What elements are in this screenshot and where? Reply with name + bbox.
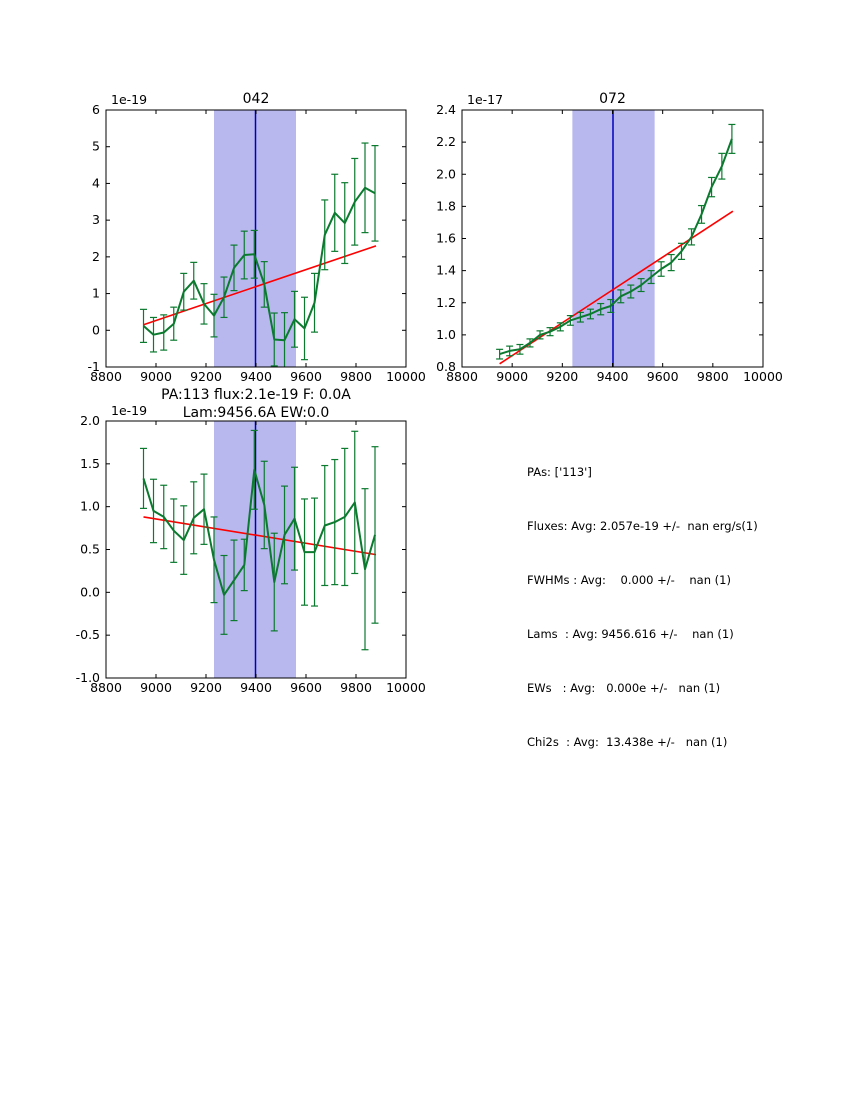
- x-tick-label: 8800: [90, 369, 122, 384]
- x-tick-label: 9200: [190, 369, 222, 384]
- y-tick-label: 1.0: [436, 326, 456, 342]
- y-tick-label: 0: [92, 322, 100, 338]
- x-tick-label: 9000: [140, 680, 172, 695]
- y-tick-label: 1.8: [436, 198, 456, 214]
- x-tick-label: 10000: [386, 680, 426, 695]
- y-tick-label: -1.0: [75, 670, 100, 685]
- plot-0: [88, 91, 426, 384]
- x-tick-label: 8800: [446, 369, 478, 384]
- x-tick-label: 9600: [290, 369, 322, 384]
- x-tick-label: 9600: [646, 369, 679, 384]
- x-tick-label: 9800: [696, 369, 729, 384]
- y-tick-label: 1.6: [436, 230, 456, 246]
- y-tick-label: 2: [92, 248, 100, 264]
- y-tick-label: 2.0: [436, 166, 456, 182]
- y-tick-label: 2.4: [436, 102, 456, 117]
- y-tick-label: 5: [92, 138, 100, 154]
- plot-title: Lam:9456.6A EW:0.0: [182, 405, 330, 421]
- x-tick-label: 9000: [140, 369, 172, 384]
- x-tick-label: 8800: [90, 680, 122, 695]
- plot-title: 042: [242, 91, 270, 107]
- y-tick-label: -0.5: [75, 627, 100, 643]
- y-tick-label: 0.5: [80, 541, 100, 557]
- plot-1: [436, 91, 783, 384]
- stats-panel: [527, 431, 758, 783]
- y-tick-label: 1: [92, 285, 100, 301]
- x-tick-label: 9200: [546, 369, 579, 384]
- x-tick-label: 9400: [240, 680, 272, 695]
- x-tick-label: 9400: [240, 369, 272, 384]
- y-tick-label: 0.8: [436, 359, 456, 374]
- y-tick-label: 1.2: [436, 294, 456, 310]
- x-tick-label: 9000: [496, 369, 529, 384]
- y-tick-label: 1.5: [80, 455, 100, 471]
- y-tick-label: 0.0: [80, 584, 100, 600]
- y-tick-label: 6: [92, 102, 100, 117]
- stats-line-ews: EWs : Avg: 0.000e +/- nan (1): [527, 681, 721, 695]
- y-tick-label: 2.0: [80, 413, 100, 428]
- plot-title: 072: [599, 91, 626, 107]
- x-tick-label: 10000: [743, 369, 783, 384]
- y-tick-label: 1.4: [436, 262, 456, 278]
- y-axis-offset-label: 1e-17: [467, 92, 504, 107]
- x-tick-label: 9600: [290, 680, 322, 695]
- y-tick-label: 4: [92, 175, 100, 191]
- x-tick-label: 9800: [340, 680, 372, 695]
- x-tick-label: 9400: [596, 369, 629, 384]
- stats-line-fluxes: Fluxes: Avg: 2.057e-19 +/- nan erg/s(1): [527, 519, 758, 533]
- plot-2: [76, 387, 426, 695]
- y-tick-label: -1: [87, 359, 100, 374]
- stats-line-lams: Lams : Avg: 9456.616 +/- nan (1): [527, 627, 734, 641]
- x-tick-label: 9800: [340, 369, 372, 384]
- y-axis-offset-label: 1e-19: [111, 92, 148, 107]
- plot-area-0: [140, 110, 379, 368]
- y-tick-label: 1.0: [80, 498, 100, 514]
- plot-area-2: [140, 421, 379, 678]
- plot-area-1: [496, 110, 735, 367]
- y-tick-label: 2.2: [436, 134, 456, 150]
- y-axis-offset-label: 1e-19: [111, 403, 148, 418]
- stats-line-chi2s: Chi2s : Avg: 13.438e +/- nan (1): [527, 735, 728, 749]
- stats-line-pas: PAs: ['113']: [527, 465, 592, 479]
- x-tick-label: 10000: [386, 369, 426, 384]
- plot-title: PA:113 flux:2.1e-19 F: 0.0A: [161, 387, 351, 403]
- x-tick-label: 9200: [190, 680, 222, 695]
- stats-line-fwhms: FWHMs : Avg: 0.000 +/- nan (1): [527, 573, 731, 587]
- y-tick-label: 3: [92, 212, 100, 228]
